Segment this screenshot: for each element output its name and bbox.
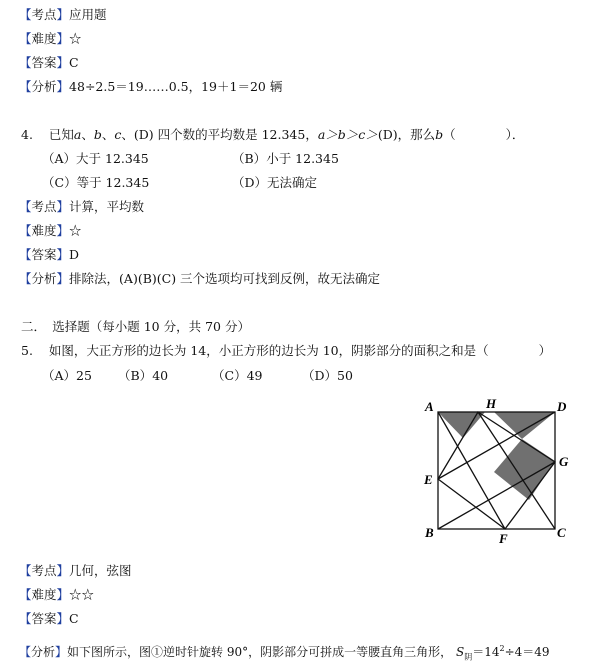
option-c[interactable]: （C）49 [212, 368, 263, 383]
square-figure [415, 392, 585, 546]
daan-row-1: 【答案】C [19, 55, 79, 70]
label-a: A [425, 399, 434, 414]
option-b[interactable]: （B）小于 12.345 [232, 151, 339, 166]
option-d[interactable]: （D）50 [302, 368, 353, 383]
question-number: 5. [21, 343, 33, 358]
fenxi-value: 48÷2.5＝19……0.5，19＋1＝20 辆 [69, 79, 283, 94]
option-b[interactable]: （B）40 [118, 368, 169, 383]
kaodian-value: 计算，平均数 [69, 199, 145, 214]
shaded-triangle-right [494, 412, 555, 439]
nandu-label: 难度 [31, 31, 57, 46]
fenxi-row-1: 【分析】48÷2.5＝19……0.5，19＋1＝20 辆 [19, 79, 283, 94]
fenxi-value: 如下图所示，图①逆时针旋转 90°，阴影部分可拼成一等腰直角三角形， [67, 645, 453, 659]
label-d: D [557, 399, 567, 414]
fenxi-label: 分析 [31, 645, 56, 659]
question-5-stem: 5. 如图，大正方形的边长为 14，小正方形的边长为 10，阴影部分的面积之和是（ ） [21, 343, 552, 358]
label-h: H [486, 396, 497, 411]
fenxi-row-3: 【分析】如下图所示，图①逆时针旋转 90°，阴影部分可拼成一等腰直角三角形， $S_阴=14^2\div 4=49$ [19, 644, 550, 662]
label-c: C [557, 525, 566, 540]
nandu-label: 难度 [31, 223, 57, 238]
shaded-quad [494, 439, 555, 500]
daan-row-2: 【答案】D [19, 247, 80, 262]
fenxi-value: 排除法，(A)(B)(C) 三个选项均可找到反例，故无法确定 [69, 271, 381, 286]
nandu-row-3: 【难度】☆☆ [19, 587, 95, 602]
nandu-value: ☆☆ [69, 587, 95, 602]
kaodian-value: 应用题 [69, 7, 107, 22]
daan-label: 答案 [31, 611, 57, 626]
nandu-row-2: 【难度】☆ [19, 223, 82, 238]
label-b: B [425, 525, 434, 540]
fenxi-label: 分析 [31, 79, 57, 94]
nandu-value: ☆ [69, 223, 82, 238]
option-d[interactable]: （D）无法确定 [232, 175, 318, 190]
daan-value: C [69, 611, 79, 626]
nandu-row-1: 【难度】☆ [19, 31, 82, 46]
segment-a-f [438, 412, 505, 529]
area-formula: $S_阴=14^2\div 4=49$ [455, 644, 550, 662]
daan-row-3: 【答案】C [19, 611, 79, 626]
label-e: E [424, 472, 433, 487]
label-g: G [559, 454, 569, 469]
section-title: 二． 选择题（每小题 10 分，共 70 分） [21, 319, 250, 334]
kaodian-value: 几何，弦图 [69, 563, 132, 578]
fenxi-row-2: 【分析】排除法，(A)(B)(C) 三个选项均可找到反例，故无法确定 [19, 271, 381, 286]
option-c[interactable]: （C）等于 12.345 [42, 175, 150, 190]
shaded-regions [438, 412, 555, 500]
kaodian-label: 考点 [31, 563, 57, 578]
daan-value: C [69, 55, 79, 70]
kaodian-row-1: 【考点】应用题 [19, 7, 107, 22]
daan-label: 答案 [31, 247, 57, 262]
kaodian-label: 考点 [31, 199, 57, 214]
label-f: F [499, 531, 508, 546]
question-4-stem: 4. 已知a、b、c、(D) 四个数的平均数是 12.345，a＞b＞c＞(D)，那么b（ ）． [21, 127, 525, 142]
fenxi-label: 分析 [31, 271, 57, 286]
kaodian-row-2: 【考点】计算，平均数 [19, 199, 145, 214]
nandu-label: 难度 [31, 587, 57, 602]
question-number: 4. [21, 127, 33, 142]
daan-label: 答案 [31, 55, 57, 70]
kaodian-row-3: 【考点】几何，弦图 [19, 563, 132, 578]
kaodian-label: 考点 [31, 7, 57, 22]
option-a[interactable]: （A）25 [42, 368, 92, 383]
daan-value: D [69, 247, 80, 262]
nandu-value: ☆ [69, 31, 82, 46]
option-a[interactable]: （A）大于 12.345 [42, 151, 149, 166]
